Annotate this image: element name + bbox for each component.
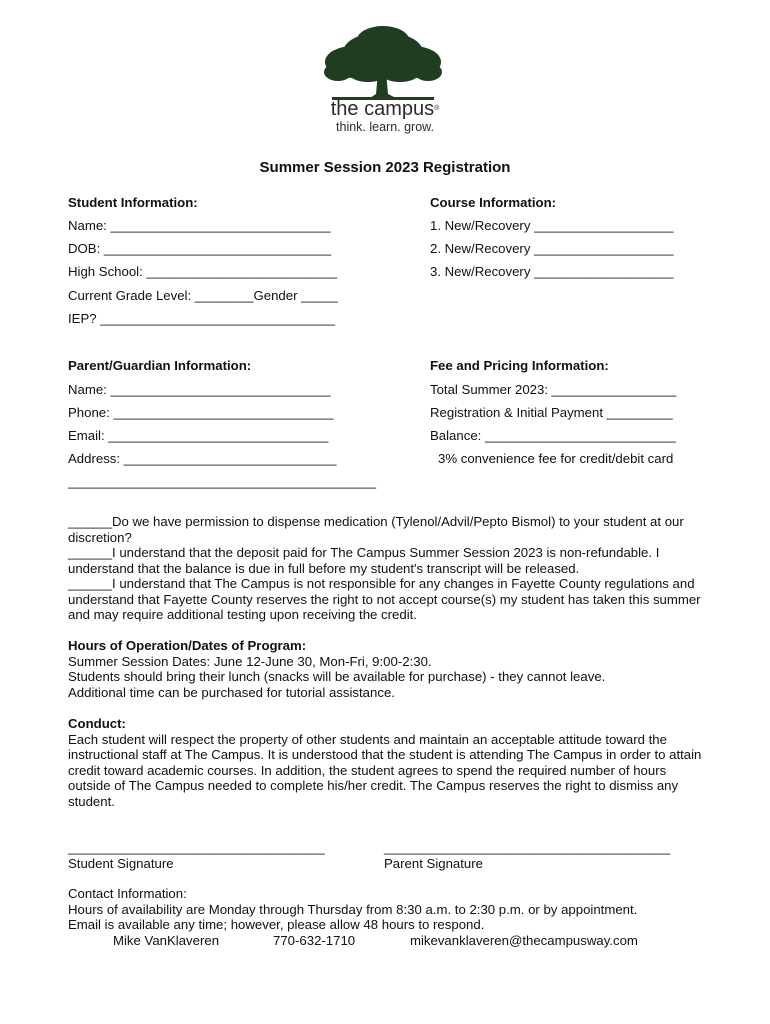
county-acknowledgement[interactable]: ______I understand that The Campus is not responsible for any changes in Fayette County regulations and understand that Fayette County reserves the right to not accept course(s) my student has taken this summer and may require additional testing upon receiving the credit. <box>68 576 701 622</box>
course-info-heading: Course Information: <box>430 195 557 210</box>
contact-person: Mike VanKlaveren <box>113 933 220 948</box>
student-high-school-field[interactable]: High School: __________________________ <box>68 264 338 279</box>
conduct-heading: Conduct: <box>68 716 126 731</box>
student-name-field[interactable]: Name: ______________________________ <box>68 218 331 233</box>
contact-email-note: Email is available any time; however, please allow 48 hours to respond. <box>68 917 485 932</box>
conduct-section <box>68 716 708 809</box>
parent-signature-line[interactable]: _______________________________________ <box>384 840 671 855</box>
hours-line: Students should bring their lunch (snacks will be available for purchase) - they cannot leave. <box>68 669 606 684</box>
parent-address-field[interactable]: Address: _____________________________ <box>68 451 337 466</box>
page-title: Summer Session 2023 Registration <box>259 159 511 176</box>
contact-phone: 770-632-1710 <box>273 933 356 948</box>
iep-field[interactable]: IEP? ________________________________ <box>68 311 335 326</box>
conduct-text: Each student will respect the property of other students and maintain an acceptable attitude toward the instructional staff at The Campus. It is understood that the student is attending The Campus in order to attain credit toward academic courses. In addition, the student agrees to spend the required number of hours outside of The Campus needed to complete his/her credit. The Campus reserves the right to dismiss any student. <box>68 731 702 809</box>
student-signature-label: Student Signature <box>68 856 174 871</box>
parent-name-field[interactable]: Name: ______________________________ <box>68 382 331 397</box>
course-field-2[interactable]: 2. New/Recovery ___________________ <box>430 241 674 256</box>
student-dob-field[interactable]: DOB: _______________________________ <box>68 241 332 256</box>
balance-field[interactable]: Balance: __________________________ <box>430 428 676 443</box>
parent-address-line2-field[interactable]: __________________________________________ <box>68 474 377 489</box>
brand-name: the campus® <box>330 98 440 120</box>
deposit-acknowledgement[interactable]: ______I understand that the deposit paid for The Campus Summer Session 2023 is non-refundable. I understand that the balance is due in full before my student's transcript will be released. <box>68 545 660 576</box>
brand-tagline: think. learn. grow. <box>336 120 434 134</box>
registration-payment-field[interactable]: Registration & Initial Payment _________ <box>430 405 673 420</box>
contact-availability: Hours of availability are Monday through Thursday from 8:30 a.m. to 2:30 p.m. or by appointment. <box>68 901 638 917</box>
hours-heading: Hours of Operation/Dates of Program: <box>68 638 307 653</box>
permissions-section <box>68 514 708 623</box>
grade-gender-field[interactable]: Current Grade Level: ________Gender _____ <box>68 288 338 303</box>
student-signature-line[interactable]: ___________________________________ <box>68 840 325 855</box>
parent-email-field[interactable]: Email: ______________________________ <box>68 428 329 443</box>
fee-info-heading: Fee and Pricing Information: <box>430 358 609 373</box>
parent-info-heading: Parent/Guardian Information: <box>68 358 252 373</box>
course-field-1[interactable]: 1. New/Recovery ___________________ <box>430 218 674 233</box>
contact-heading: Contact Information: <box>68 886 187 901</box>
hours-section <box>68 638 708 700</box>
hours-line: Additional time can be purchased for tutorial assistance. <box>68 684 395 700</box>
course-field-3[interactable]: 3. New/Recovery ___________________ <box>430 264 674 279</box>
parent-phone-field[interactable]: Phone: ______________________________ <box>68 405 334 420</box>
hours-line: Summer Session Dates: June 12-June 30, Mon-Fri, 9:00-2:30. <box>68 653 432 669</box>
brand-logo <box>320 98 450 134</box>
convenience-fee-note: 3% convenience fee for credit/debit card <box>438 451 674 466</box>
contact-email-link[interactable]: mikevanklaveren@thecampusway.com <box>410 933 638 948</box>
parent-signature-label: Parent Signature <box>384 856 483 871</box>
medication-permission[interactable]: ______Do we have permission to dispense medication (Tylenol/Advil/Pepto Bismol) to your student at our discretion? <box>68 514 684 545</box>
contact-section <box>68 886 708 933</box>
total-summer-field[interactable]: Total Summer 2023: _________________ <box>430 382 677 397</box>
student-info-heading: Student Information: <box>68 195 198 210</box>
